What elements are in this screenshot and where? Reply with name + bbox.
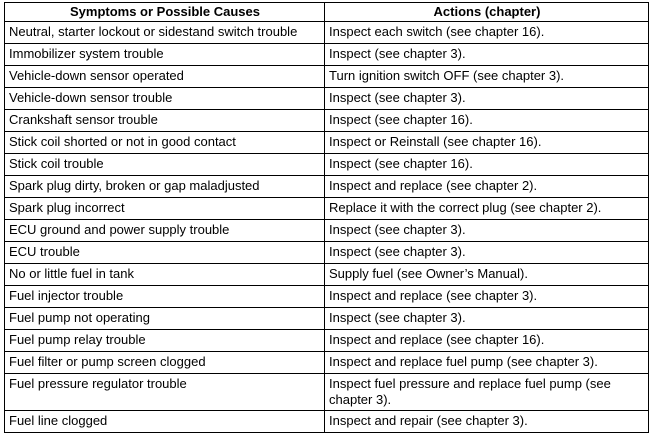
action-cell: Inspect and repair (see chapter 3). (325, 411, 649, 433)
table-row (5, 66, 649, 88)
symptom-cell: Fuel pressure regulator trouble (5, 374, 325, 411)
table-row (5, 264, 649, 286)
table-row (5, 308, 649, 330)
symptom-cell: Spark plug incorrect (5, 198, 325, 220)
troubleshooting-table (4, 2, 649, 433)
table-row (5, 352, 649, 374)
action-cell: Inspect (see chapter 3). (325, 308, 649, 330)
symptom-cell: Fuel filter or pump screen clogged (5, 352, 325, 374)
action-cell: Inspect (see chapter 3). (325, 44, 649, 66)
table-row (5, 286, 649, 308)
action-cell: Inspect and replace (see chapter 3). (325, 286, 649, 308)
table-row (5, 44, 649, 66)
action-cell: Supply fuel (see Owner’s Manual). (325, 264, 649, 286)
action-cell: Inspect (see chapter 16). (325, 154, 649, 176)
action-cell: Inspect and replace (see chapter 16). (325, 330, 649, 352)
table-row (5, 22, 649, 44)
table-row (5, 88, 649, 110)
action-cell: Replace it with the correct plug (see chapter 2). (325, 198, 649, 220)
column-header-symptoms: Symptoms or Possible Causes (5, 3, 325, 22)
action-cell: Inspect (see chapter 3). (325, 88, 649, 110)
action-cell: Inspect fuel pressure and replace fuel pump (see chapter 3). (325, 374, 649, 411)
table-row (5, 176, 649, 198)
symptom-cell: Fuel injector trouble (5, 286, 325, 308)
table-row (5, 132, 649, 154)
table-header-row (5, 3, 649, 22)
table-body (5, 22, 649, 433)
symptom-cell: ECU ground and power supply trouble (5, 220, 325, 242)
symptom-cell: Neutral, starter lockout or sidestand switch trouble (5, 22, 325, 44)
action-cell: Inspect and replace (see chapter 2). (325, 176, 649, 198)
action-cell: Inspect (see chapter 3). (325, 242, 649, 264)
symptom-cell: Stick coil shorted or not in good contact (5, 132, 325, 154)
action-cell: Inspect (see chapter 3). (325, 220, 649, 242)
table-row (5, 198, 649, 220)
symptom-cell: Spark plug dirty, broken or gap maladjusted (5, 176, 325, 198)
symptom-cell: Vehicle-down sensor trouble (5, 88, 325, 110)
action-cell: Inspect (see chapter 16). (325, 110, 649, 132)
symptom-cell: Fuel pump relay trouble (5, 330, 325, 352)
action-cell: Turn ignition switch OFF (see chapter 3). (325, 66, 649, 88)
table-row (5, 110, 649, 132)
table-row (5, 330, 649, 352)
symptom-cell: Vehicle-down sensor operated (5, 66, 325, 88)
symptom-cell: ECU trouble (5, 242, 325, 264)
table-row (5, 242, 649, 264)
symptom-cell: Crankshaft sensor trouble (5, 110, 325, 132)
table-row (5, 411, 649, 433)
column-header-actions: Actions (chapter) (325, 3, 649, 22)
symptom-cell: No or little fuel in tank (5, 264, 325, 286)
table-row (5, 220, 649, 242)
table-row (5, 374, 649, 411)
action-cell: Inspect each switch (see chapter 16). (325, 22, 649, 44)
symptom-cell: Fuel line clogged (5, 411, 325, 433)
action-cell: Inspect and replace fuel pump (see chapter 3). (325, 352, 649, 374)
action-cell: Inspect or Reinstall (see chapter 16). (325, 132, 649, 154)
symptom-cell: Fuel pump not operating (5, 308, 325, 330)
symptom-cell: Immobilizer system trouble (5, 44, 325, 66)
symptom-cell: Stick coil trouble (5, 154, 325, 176)
table-row (5, 154, 649, 176)
